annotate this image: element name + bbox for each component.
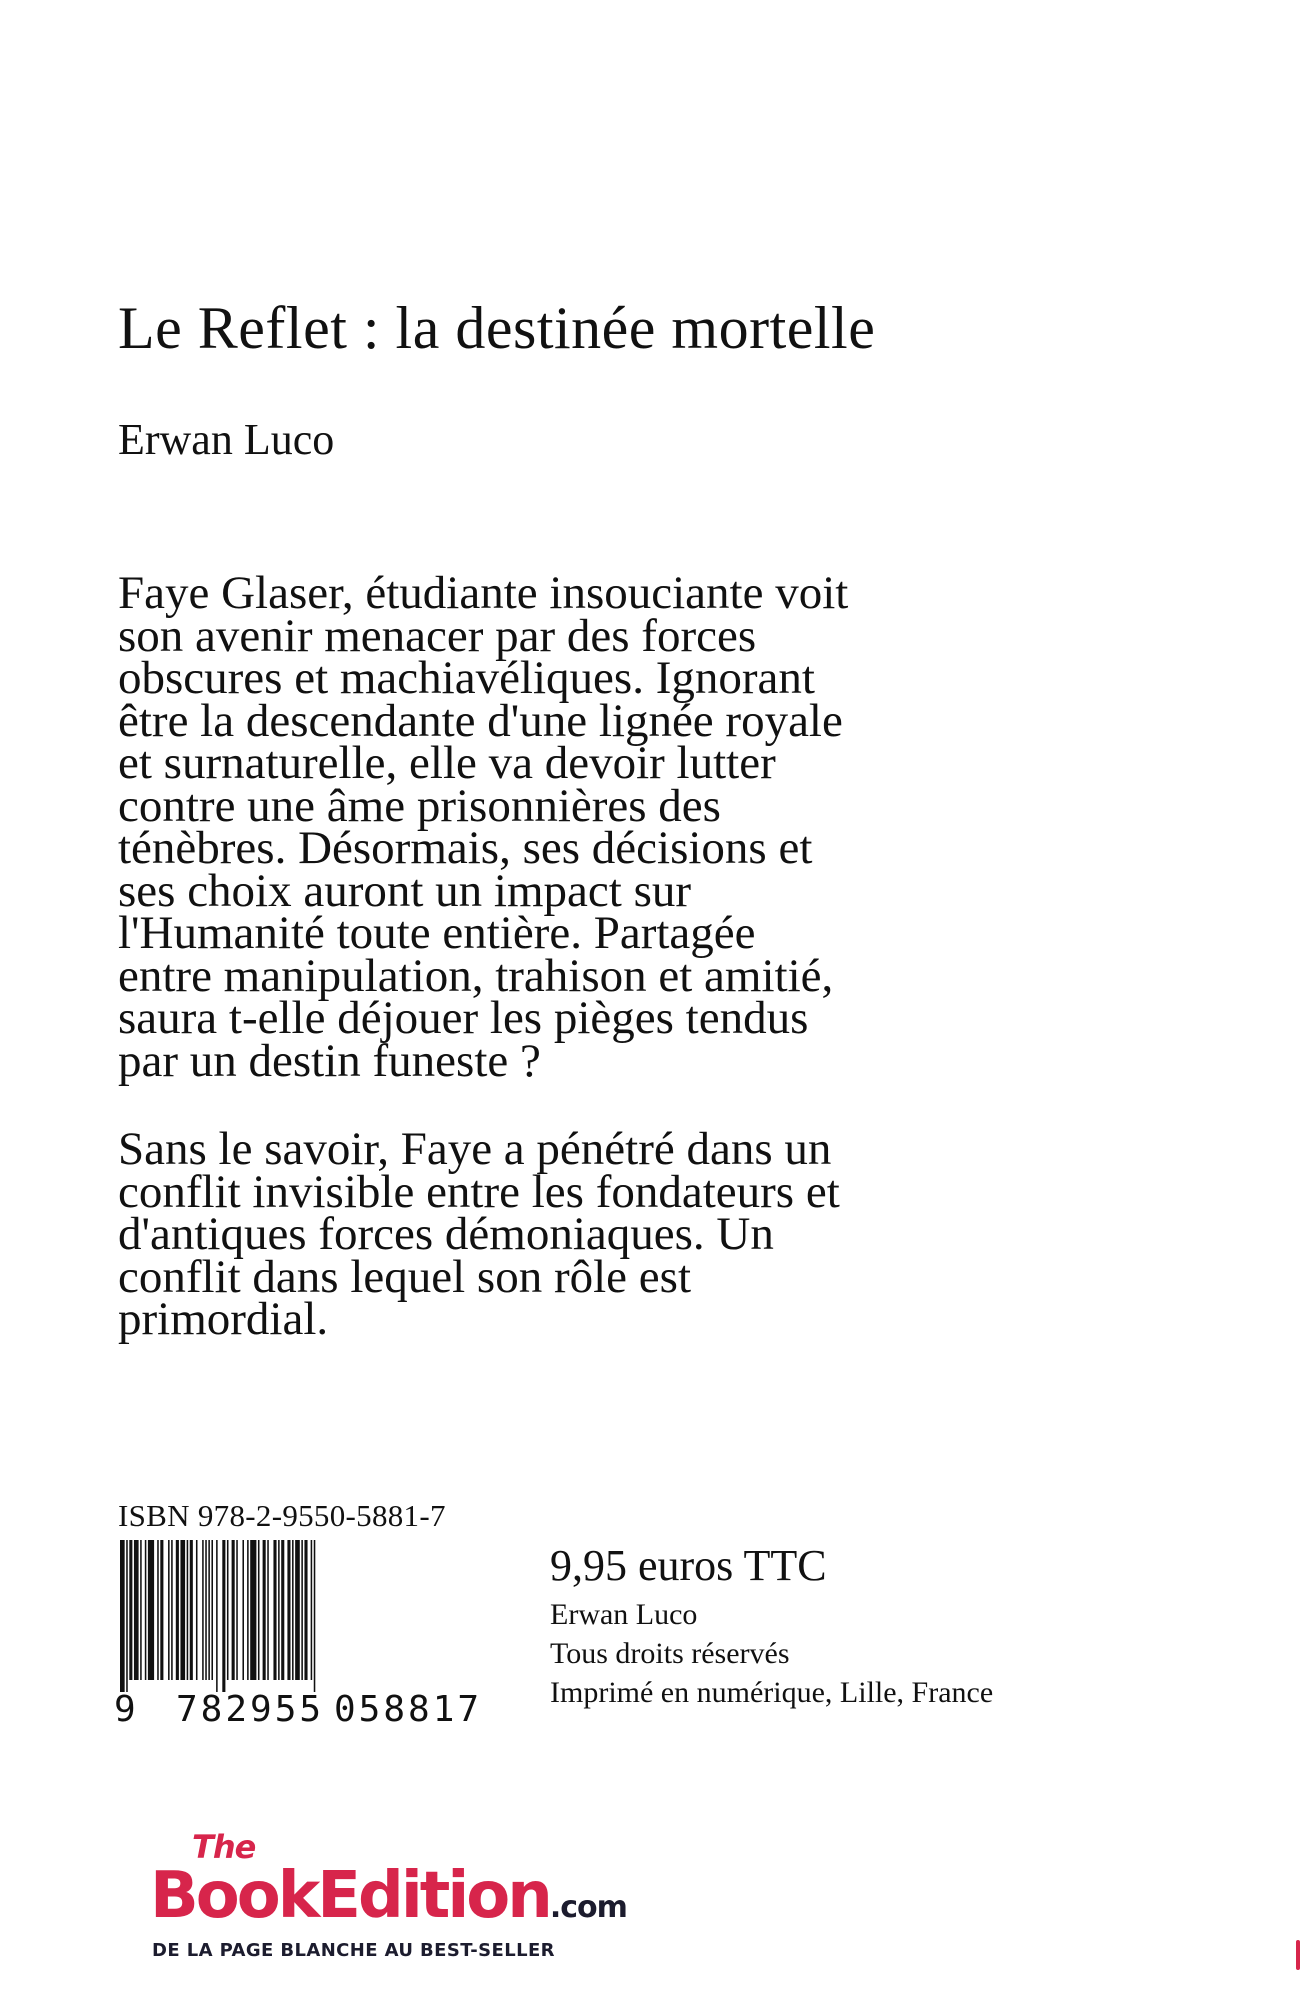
barcode-bar <box>176 1540 179 1680</box>
barcode-bar <box>129 1540 132 1680</box>
price: 9,95 euros TTC <box>550 1541 827 1590</box>
barcode-bar <box>295 1540 300 1680</box>
barcode-bar <box>168 1540 170 1680</box>
book-blurb <box>118 567 1018 1387</box>
blurb-line: ses choix auront un impact sur <box>118 864 692 917</box>
logo-tagline: DE LA PAGE BLANCHE AU BEST-SELLER <box>152 1940 555 1961</box>
barcode-bar <box>267 1540 269 1680</box>
barcode-bar <box>145 1540 147 1680</box>
blurb-line: par un destin funeste ? <box>118 1034 541 1087</box>
blurb-line: Sans le savoir, Faye a pénétré dans un <box>118 1123 832 1175</box>
barcode-bar <box>250 1540 256 1680</box>
info-printing: Imprimé en numérique, Lille, France <box>550 1676 994 1709</box>
barcode-bar <box>134 1540 139 1680</box>
barcode-bar <box>311 1540 313 1680</box>
barcode-bar <box>247 1540 249 1680</box>
publisher-logo <box>150 1830 710 1975</box>
blurb-line: primordial. <box>118 1293 329 1345</box>
barcode-digit-right: 058817 <box>334 1689 483 1730</box>
barcode-bar <box>273 1540 276 1680</box>
barcode-bar <box>208 1540 210 1680</box>
barcode-bar <box>211 1540 213 1680</box>
blurb-line: son avenir menacer par des forces <box>118 609 757 662</box>
publication-info <box>550 1595 993 1712</box>
blurb-line: et surnaturelle, elle va devoir lutter <box>118 737 776 789</box>
barcode-digits <box>114 1690 490 1730</box>
barcode-bar <box>180 1540 185 1680</box>
barcode-bar <box>160 1540 163 1680</box>
barcode-bar <box>196 1540 198 1680</box>
barcode-bar <box>258 1540 260 1680</box>
barcode-bar <box>281 1540 284 1680</box>
barcode-bar <box>304 1540 307 1680</box>
barcode-bar <box>292 1540 294 1680</box>
barcode-bar <box>287 1540 290 1680</box>
blurb-line: ténèbres. Désormais, ses décisions et <box>118 822 813 874</box>
barcode-bar <box>187 1540 189 1680</box>
info-author: Erwan Luco <box>550 1598 698 1631</box>
blurb-line: entre manipulation, trahison et amitié, <box>118 949 834 1002</box>
barcode-bar <box>232 1540 235 1680</box>
barcode-bar <box>314 1540 316 1692</box>
book-author: Erwan Luco <box>118 415 335 464</box>
barcode-bar <box>227 1540 229 1680</box>
barcode-digit-prefix: 9 <box>114 1689 139 1730</box>
barcode-bar <box>126 1540 128 1692</box>
barcode-bar <box>242 1540 244 1680</box>
blurb-paragraph-1 <box>118 567 1018 1087</box>
barcode-graphic <box>114 1540 490 1692</box>
blurb-paragraph-2 <box>118 1123 1018 1345</box>
barcode-bar <box>171 1540 173 1680</box>
blurb-line: l'Humanité toute entière. Partagée <box>118 907 756 959</box>
edge-mark <box>1296 1940 1300 1970</box>
blurb-line: d'antiques forces démoniaques. Un <box>118 1208 774 1260</box>
barcode-bar <box>205 1540 207 1680</box>
barcode-bar <box>120 1540 125 1692</box>
book-title: Le Reflet : la destinée mortelle <box>118 295 876 361</box>
blurb-line: conflit dans lequel son rôle est <box>118 1250 691 1303</box>
logo-domain: .com <box>549 1890 627 1925</box>
info-rights: Tous droits réservés <box>550 1637 790 1670</box>
blurb-line: conflit invisible entre les fondateurs et <box>118 1165 840 1218</box>
barcode-bar <box>216 1540 218 1692</box>
barcode-bar <box>148 1540 154 1680</box>
blurb-line: Faye Glaser, étudiante insouciante voit <box>118 567 849 619</box>
isbn-label: ISBN 978-2-9550-5881-7 <box>118 1498 446 1533</box>
barcode-digit-left: 782955 <box>176 1689 325 1730</box>
barcode-bar <box>222 1540 225 1692</box>
blurb-line: contre une âme prisonnières des <box>118 779 721 832</box>
blurb-line: saura t-elle déjouer les pièges tendus <box>118 992 809 1044</box>
barcode-bar <box>202 1540 204 1680</box>
isbn-barcode <box>114 1540 490 1692</box>
barcode-bar <box>278 1540 280 1680</box>
blurb-line: obscures et machiavéliques. Ignorant <box>118 652 815 704</box>
barcode-bar <box>190 1540 193 1680</box>
logo-the: The <box>192 1828 256 1866</box>
barcode-bar <box>157 1540 159 1680</box>
logo-name: BookEdition <box>150 1859 550 1933</box>
barcode-bar <box>263 1540 266 1680</box>
barcode-bar <box>140 1540 142 1680</box>
blurb-line: être la descendante d'une lignée royale <box>118 694 843 747</box>
barcode-bar <box>236 1540 238 1680</box>
logo-wordmark <box>150 1858 627 1946</box>
barcode-bar <box>301 1540 303 1680</box>
